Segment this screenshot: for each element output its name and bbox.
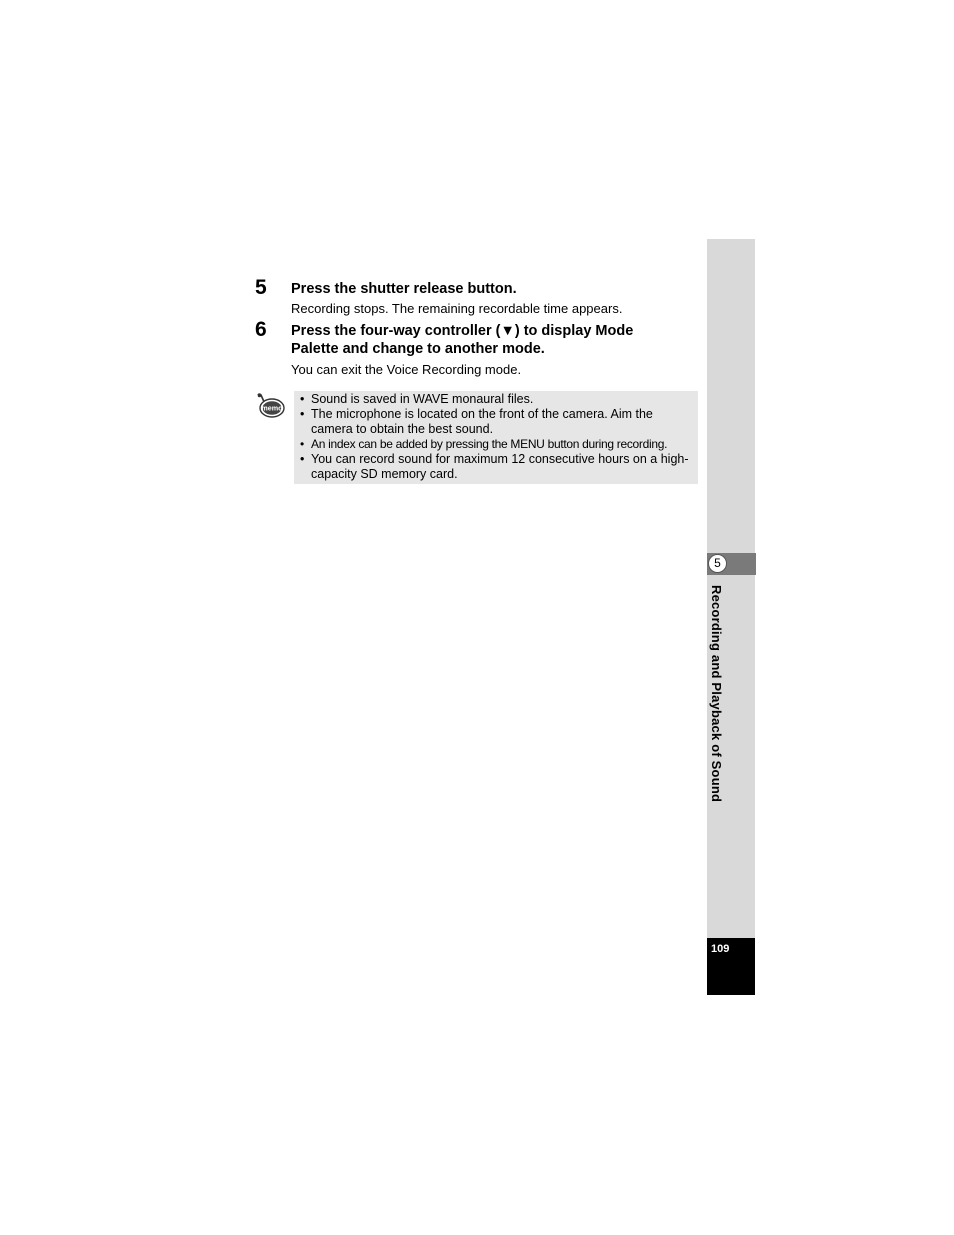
step-number-6: 6 [255, 318, 267, 341]
memo-item [300, 452, 694, 482]
step-number-5: 5 [255, 276, 267, 299]
bullet: • [300, 437, 304, 451]
memo-box [294, 391, 698, 484]
memo-item-line: The microphone is located on the front of the camera. Aim the [311, 407, 653, 421]
chapter-number-badge: 5 [708, 554, 727, 573]
bullet: • [300, 452, 305, 466]
memo-item [300, 392, 694, 407]
memo-icon [256, 393, 286, 419]
memo-icon-label: memo [261, 403, 283, 413]
step-title-line: Press the shutter release button. [291, 281, 517, 297]
bullet: • [300, 407, 305, 421]
page-number: 109 [711, 943, 730, 955]
chapter-title: Recording and Playback of Sound [709, 585, 724, 803]
step-title-line: Palette and change to another mode. [291, 341, 545, 357]
step-title-6 [291, 322, 691, 358]
step-description-5: Recording stops. The remaining recordable time appears. [291, 301, 623, 316]
memo-item [300, 407, 694, 437]
memo-item-line: An index can be added by pressing the MENU button during recording. [311, 437, 668, 451]
memo-item-line: You can record sound for maximum 12 consecutive hours on a high- [311, 452, 689, 466]
bullet: • [300, 392, 305, 406]
memo-item-line: capacity SD memory card. [311, 467, 458, 481]
memo-list [300, 392, 694, 482]
step-title-line: Press the four-way controller (▼) to display Mode [291, 323, 634, 339]
memo-item-line: Sound is saved in WAVE monaural files. [311, 392, 534, 406]
step-title-5 [291, 280, 691, 298]
memo-item [300, 437, 694, 452]
step-description-6: You can exit the Voice Recording mode. [291, 362, 522, 377]
memo-item-line: camera to obtain the best sound. [311, 422, 494, 436]
